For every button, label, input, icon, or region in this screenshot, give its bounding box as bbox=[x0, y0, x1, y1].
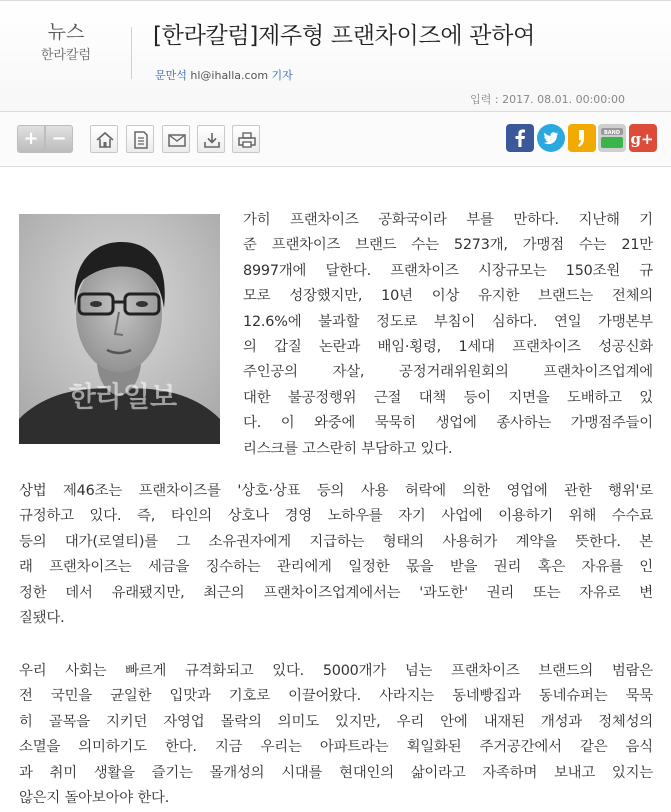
author-name[interactable]: 문만석 bbox=[155, 69, 187, 82]
twitter-icon bbox=[537, 124, 565, 152]
googleplus-icon bbox=[629, 124, 657, 152]
article-line: 히 골목을 지키던 자영업 몰락의 의미도 있지만, 우리 안에 내재된 개성과 정체성의 bbox=[19, 713, 653, 730]
article-line: 등의 대가(로열티)를 그 소유권자에게 지급하는 형태의 사용허가 계약을 뜻한다. 본 bbox=[19, 533, 653, 550]
article-line: 규정하고 있다. 즉, 타인의 상호나 경영 노하우를 자기 사업에 이용하기 위해 수수료 bbox=[19, 508, 653, 525]
download-icon bbox=[202, 130, 222, 150]
print-icon bbox=[237, 130, 257, 150]
kakaostory-icon bbox=[568, 124, 596, 152]
svg-text:g+: g+ bbox=[630, 130, 654, 148]
facebook-share-button[interactable] bbox=[506, 124, 534, 152]
home-icon bbox=[95, 130, 115, 150]
list-button[interactable] bbox=[126, 125, 154, 153]
svg-text:BAND: BAND bbox=[603, 130, 621, 136]
print-button[interactable] bbox=[232, 125, 260, 153]
home-button[interactable] bbox=[90, 125, 118, 153]
article-line: 전 국민을 균일한 입맛과 기호로 이끌어왔다. 사라지는 동네빵집과 동네슈퍼는 묵묵 bbox=[19, 688, 653, 705]
download-button[interactable] bbox=[197, 125, 225, 153]
band-icon bbox=[598, 124, 626, 152]
document-icon bbox=[131, 130, 151, 150]
article-body bbox=[0, 168, 671, 812]
article-paragraph-2 bbox=[19, 479, 653, 631]
article-line: 12.6%에 불과할 정도로 부침이 심하다. 연일 가맹본부 bbox=[243, 313, 653, 330]
page-title: [한라칼럼]제주형 프랜차이즈에 관하여 bbox=[153, 23, 536, 49]
section-category[interactable]: 뉴스 bbox=[47, 21, 85, 43]
header-divider bbox=[131, 27, 132, 79]
mail-icon bbox=[167, 130, 187, 150]
article-line: 않은지 돌아보아야 한다. bbox=[19, 790, 170, 807]
facebook-icon bbox=[506, 124, 534, 152]
article-line: 다. 이 와중에 묵묵히 생업에 종사하는 가맹점주들이 bbox=[243, 415, 653, 432]
columnist-photo bbox=[19, 214, 220, 444]
section-subcategory[interactable]: 한라칼럼 bbox=[40, 48, 92, 63]
twitter-share-button[interactable] bbox=[537, 124, 565, 152]
zoom-out-button[interactable]: − bbox=[45, 125, 73, 153]
article-line: 대한 불공정행위 근절 대책 등이 지면을 도배하고 있 bbox=[243, 389, 653, 406]
article-header bbox=[0, 0, 671, 112]
article-line: 정한 데서 유래됐지만, 최근의 프랜차이즈업계에서는 '과도한' 권리 또는 자유로 변 bbox=[19, 584, 653, 601]
googleplus-share-button[interactable] bbox=[629, 124, 657, 152]
byline bbox=[155, 67, 293, 83]
article-line: 주인공의 자살, 공정거래위원회의 프랜차이즈업계에 bbox=[243, 364, 653, 381]
article-line: 래 프랜차이즈는 세금을 징수하는 관리에게 일정한 몫을 받을 권리 혹은 자유를 인 bbox=[19, 559, 653, 576]
columnist-portrait-image bbox=[19, 214, 220, 444]
author-email[interactable]: hl@ihalla.com bbox=[190, 69, 269, 82]
article-line: 준 프랜차이즈 브랜드 수는 5273개, 가맹점 수는 21만 bbox=[243, 237, 653, 254]
author-role: 기자 bbox=[271, 69, 293, 82]
kakaostory-share-button[interactable] bbox=[568, 124, 596, 152]
section-label bbox=[12, 19, 120, 67]
article-line: 8997개에 달한다. 프랜차이즈 시장규모는 150조원 규 bbox=[243, 262, 653, 279]
article-paragraph-3 bbox=[19, 659, 653, 811]
email-button[interactable] bbox=[162, 125, 190, 153]
article-line: 소멸을 의미하기도 한다. 지금 우리는 아파트라는 획일화된 주거공간에서 같은 음식 bbox=[19, 739, 653, 756]
zoom-in-button[interactable]: + bbox=[17, 125, 45, 153]
article-toolbar bbox=[0, 112, 671, 167]
article-paragraph-1 bbox=[243, 208, 653, 462]
article-line: 질됐다. bbox=[19, 610, 65, 627]
article-line: 과 취미 생활을 즐기는 몰개성의 시대를 현대인의 삶이라고 자족하며 보내고 있지는 bbox=[19, 764, 653, 781]
article-line: 모로 성장했지만, 10년 이상 유지한 브랜드는 전체의 bbox=[243, 288, 653, 305]
article-line: 가히 프랜차이즈 공화국이라 부를 만하다. 지난해 기 bbox=[243, 212, 653, 228]
article-line: 의 갑질 논란과 배임·횡령, 1세대 프랜차이즈 성공신화 bbox=[243, 339, 653, 356]
article-line: 상법 제46조는 프랜차이즈를 '상호·상표 등의 사용 허락에 의한 영업에 관한 행위'로 bbox=[19, 483, 653, 499]
publish-date: 입력 : 2017. 08.01. 00:00:00 bbox=[470, 93, 625, 106]
article-line: 리스크를 고스란히 부담하고 있다. bbox=[243, 440, 453, 457]
photo-watermark: 한라일보 bbox=[68, 380, 178, 413]
article-line: 우리 사회는 빠르게 규격화되고 있다. 5000개가 넘는 프랜차이즈 브랜드의 범람은 bbox=[19, 663, 653, 679]
band-share-button[interactable] bbox=[598, 124, 626, 152]
